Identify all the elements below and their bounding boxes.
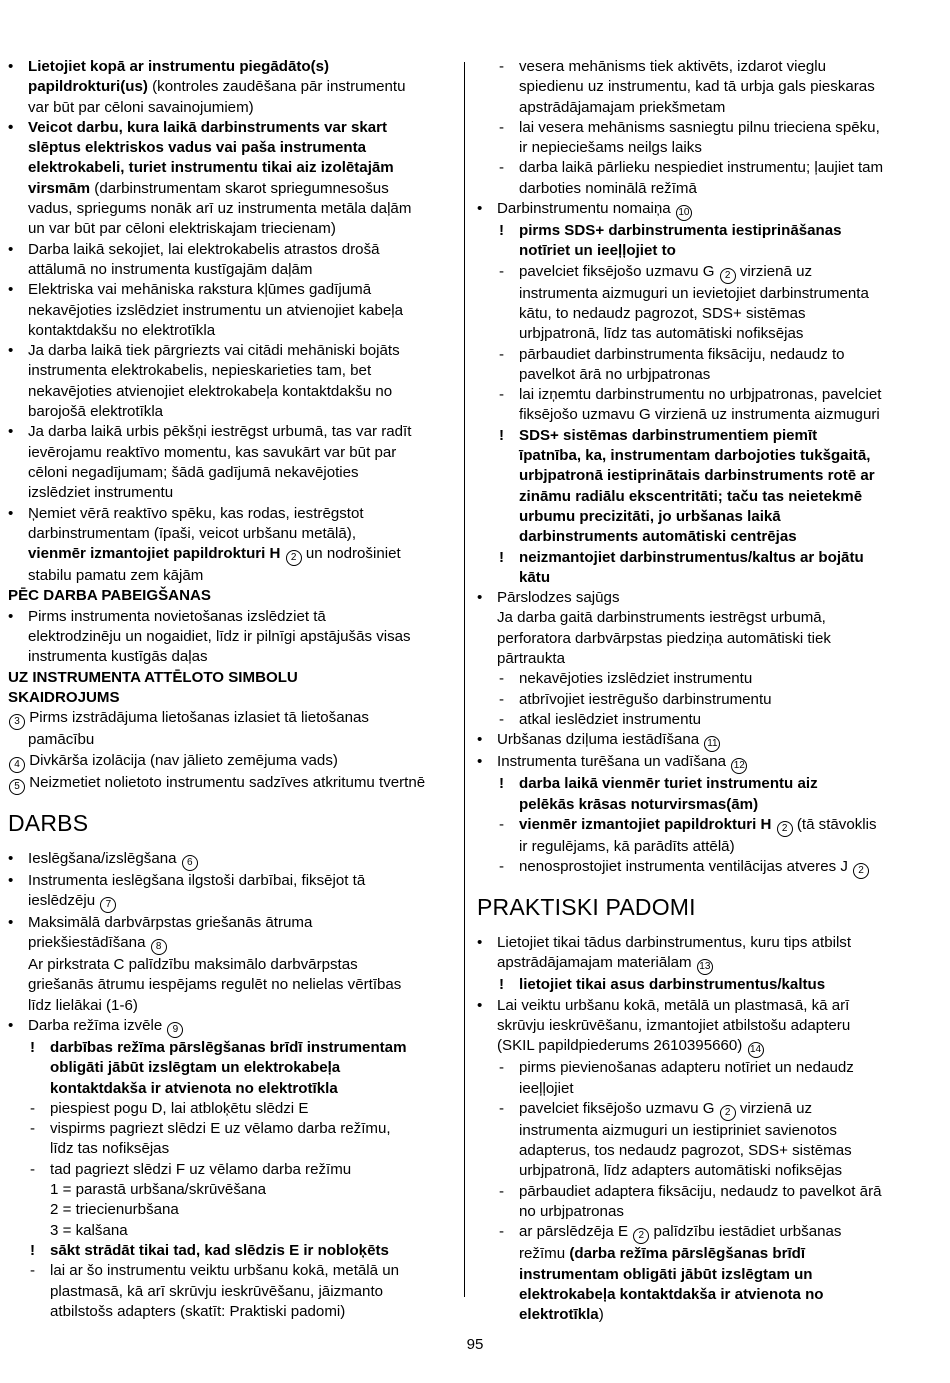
list-item: • Pirms instrumenta novietošanas izslēdziet tā bbox=[8, 607, 326, 625]
list-item: • Lietojiet tikai tādus darbinstrumentus, kuru tips atbilst bbox=[477, 934, 852, 952]
warning-item: ! sākt strādāt tikai tad, kad slēdzis E ir nobloķēts bbox=[30, 1241, 389, 1259]
list-item: • Instrumenta ieslēgšana ilgstoši darbībai, fiksējot tā bbox=[8, 871, 366, 889]
list-item: • Lai veiktu urbšanu kokā, metālā un plastmasā, kā arī bbox=[477, 996, 850, 1014]
warning-item: ! lietojiet tikai asus darbinstrumentus/kaltus bbox=[499, 976, 826, 994]
symbol-ref-icon: 3 bbox=[9, 714, 25, 730]
dash-item: - pārbaudiet adaptera fiksāciju, nedaudz to pavelkot ārā bbox=[499, 1182, 882, 1200]
right-column: - vesera mehānisms tiek aktivēts, izdarot vieglu spiedienu uz instrumentu, kad tā urbja gals pieskaras apstrādājamajam priekšmetam - lai vesera mehānisms sasniegtu pilnu trieciena spēku, ir nepieciešams neilgs laiks - darba laikā pārlieku nespiediet instrumentu; ļaujiet tam darboties nominālā režīmā • Darbinstrumentu nomaiņa 10 ! pirms SDS+ darbinstrumenta iestiprināšanas notīriet un ieeļļojiet to - pavelciet fiksējošo uzmavu G 2 virzienā uz instrumenta aizmuguri un ievietojiet darbinstrumenta kātu, to nedaudz pagrozot, SDS+ sistēmas urbjpatronā, līdz tas automātiski nofiksējas - pārbaudiet darbinstrumenta fiksāciju, nedaudz to pavelkot ārā no urbjpatronas - lai izņemtu darbinstrumentu no urbjpatronas, pavelciet fiksējošo uzmavu G virzienā uz instrumenta aizmuguri ! SDS+ sistēmas darbinstrumentiem piemīt īpatnība, ka, instrumentam darbojoties tukšgaitā, urbjpatronā iestiprinātais darbinstruments rotē ar zināmu radiālu ekscentritāti; taču tas neietekmē urbumu precizitāti, jo urbšanas laikā darbinstruments automātiski centrējas ! neizmantojiet darbinstrumentus/kaltus ar bojātu kātu • Pārslodzes sajūgs Ja darba gaitā darbinstruments iestrēgst urbumā, perforatora darbvārpstas piedziņa automātiski tiek pārtraukta - nekavējoties izslēdziet instrumentu - atbrīvojiet iestrēgušo darbinstrumentu - atkal ieslēdziet instrumentu • Urbšanas dziļuma iestādīšana 11 • Instrumenta turēšana un vadīšana 12 ! darba laikā vienmēr turiet instrumentu aiz pelēkās krāsas noturvirsmas(ām) - vienmēr izmantojiet papildrokturi H 2 (tā stāvoklis ir regulējams, kā parādīts attēlā) - nenosprostojiet instrumenta ventilācijas atveres J 2 PRAKTISKI PADOMI • Lietojiet tikai tādus darbinstrumentus, kuru tips atbilst apstrādājamajam materiālam 13 ! lietojiet tikai asus darbinstrumentus/kaltus • Lai veiktu urbšanu kokā, metālā un plastmasā, kā arī skrūvju ieskrūvēšanu, izmantojiet atbilstošu adapteru (SKIL papildpiederums 2610395660) 14 - pirms pievienošanas adapteru notīriet un nedaudz ieeļļojiet - pavelciet fiksējošo uzmavu G 2 virzienā uz instrumenta aizmuguri un iestipriniet savienotos adapterus, tos nedaudz pagrozot, SDS+ sistēmas urbjpatronā, līdz adapters automātiski nofiksējas - pārbaudiet adaptera fiksāciju, nedaudz to pavelkot ārā no urbjpatronas - ar pārslēdzēja E 2 palīdzību iestādiet urbšanas režīmu (darba režīma pārslēgšanas brīdī instrumentam obligāti jābūt izslēgtam un elektrokabeļa kontaktdakša ir atvienota no elektrotīkla) bbox=[477, 57, 922, 1326]
page-number: 95 bbox=[466, 1336, 484, 1353]
dash-item: - piespiest pogu D, lai atbloķētu slēdzi E bbox=[30, 1099, 309, 1117]
figure-ref-icon: 11 bbox=[704, 736, 720, 752]
figure-ref-icon: 12 bbox=[731, 758, 747, 774]
section-title-praktiski-padomi: PRAKTISKI PADOMI bbox=[477, 894, 696, 921]
symbol-ref-icon: 5 bbox=[9, 779, 25, 795]
dash-item: - vispirms pagriezt slēdzi E uz vēlamo darba režīmu, bbox=[30, 1120, 391, 1138]
warning-item: ! neizmantojiet darbinstrumentus/kaltus ar bojātu bbox=[499, 548, 864, 566]
list-item: • Instrumenta turēšana un vadīšana 12 bbox=[477, 752, 922, 774]
list-item: • Darbinstrumentu nomaiņa 10 bbox=[477, 199, 922, 221]
list-item: • Ieslēgšana/izslēgšana 6 bbox=[8, 849, 455, 871]
warning-item: ! darba laikā vienmēr turiet instrumentu aiz bbox=[499, 775, 818, 793]
dash-item: - nekavējoties izslēdziet instrumentu bbox=[499, 670, 753, 688]
dash-item: - pavelciet fiksējošo uzmavu G 2 virzienā uz bbox=[477, 1099, 922, 1121]
list-item: • Darba režīma izvēle 9 bbox=[8, 1016, 455, 1038]
list-item: • Ja darba laikā urbis pēkšņi iestrēgst urbumā, tas var radīt bbox=[8, 423, 412, 441]
figure-ref-icon: 2 bbox=[720, 1105, 736, 1121]
dash-item: - atkal ieslēdziet instrumentu bbox=[499, 710, 702, 728]
column-divider bbox=[464, 62, 465, 1297]
dash-item: - vesera mehānisms tiek aktivēts, izdarot vieglu bbox=[499, 58, 827, 75]
dash-item: - pirms pievienošanas adapteru notīriet un nedaudz bbox=[499, 1059, 854, 1077]
dash-item: - lai izņemtu darbinstrumentu no urbjpatronas, pavelciet bbox=[499, 386, 882, 404]
list-item: • Urbšanas dziļuma iestādīšana 11 bbox=[477, 730, 922, 752]
section-heading: UZ INSTRUMENTA ATTĒLOTO SIMBOLU bbox=[8, 668, 298, 686]
symbol-ref-icon: 4 bbox=[9, 757, 25, 773]
symbol-item: 4 Divkārša izolācija (nav jālieto zemējuma vads) bbox=[8, 751, 455, 773]
list-item: • Ņemiet vērā reaktīvo spēku, kas rodas, iestrēgstot bbox=[8, 504, 364, 522]
section-heading: PĒC DARBA PABEIGŠANAS bbox=[8, 587, 211, 605]
figure-ref-icon: 2 bbox=[720, 268, 736, 284]
figure-ref-icon: 2 bbox=[853, 863, 869, 879]
figure-ref-icon: 2 bbox=[633, 1228, 649, 1244]
warning-item: ! darbības režīma pārslēgšanas brīdī instrumentam bbox=[30, 1038, 407, 1056]
dash-item: - lai ar šo instrumentu veiktu urbšanu kokā, metālā un bbox=[30, 1262, 400, 1280]
figure-ref-icon: 13 bbox=[697, 959, 713, 975]
figure-ref-icon: 14 bbox=[748, 1042, 764, 1058]
warning-item: ! pirms SDS+ darbinstrumenta iestiprināšanas bbox=[499, 222, 842, 240]
left-column: • Lietojiet kopā ar instrumentu piegādāto(s) papildrokturi(us) (kontroles zaudēšana pār instrumentu var būt par cēloni savainojumiem) • Veicot darbu, kura laikā darbinstruments var skart slēptus elektriskos vadus vai paša instrumenta elektrokabeli, turiet instrumentu tikai aiz izolētajām virsmām (darbinstrumentam skarot spriegumnesošus vadus, spriegums nonāk arī uz instrumenta metāla daļām un var būt par cēloni elektriskajam triecienam) • Darba laikā sekojiet, lai elektrokabelis atrastos drošā attālumā no instrumenta kustīgajām daļām • Elektriska vai mehāniska rakstura kļūmes gadījumā nekavējoties izslēdziet instrumentu un atvienojiet kabeļa kontaktdakšu no elektrotīkla • Ja darba laikā tiek pārgriezts vai citādi mehāniski bojāts instrumenta elektrokabelis, nepieskarieties tam, bet nekavējoties atvienojiet elektrokabeļa kontaktdakšu no barojošā elektrotīkla • Ja darba laikā urbis pēkšņi iestrēgst urbumā, tas var radīt ievērojamu reaktīvo momentu, kas savukārt var būt par cēloni negadījumam; šādā gadījumā nekavējoties izslēdziet instrumentu • Ņemiet vērā reaktīvo spēku, kas rodas, iestrēgstot darbinstrumentam (īpaši, veicot urbšanu metālā), vienmēr izmantojiet papildrokturi H 2 un nodrošiniet stabilu pamatu zem kājām PĒC DARBA PABEIGŠANAS • Pirms instrumenta novietošanas izslēdziet tā elektrodzinēju un nogaidiet, līdz ir pilnīgi apstājušās visas instrumenta kustīgās daļas UZ INSTRUMENTA ATTĒLOTO SIMBOLU SKAIDROJUMS 3 Pirms izstrādājuma lietošanas izlasiet tā lietošanas pamācību 4 Divkārša izolācija (nav jālieto zemējuma vads) 5 Neizmetiet nolietoto instrumentu sadzīves atkritumu tvertnē DARBS • Ieslēgšana/izslēgšana 6 • Instrumenta ieslēgšana ilgstoši darbībai, fiksējot tā ieslēdzēju 7 • Maksimālā darbvārpstas griešanās ātruma priekšiestādīšana 8 Ar pirkstrata C palīdzību maksimālo darbvārpstas griešanās ātrumu iespējams regulēt no nelielas vērtības līdz lielākai (1-6) • Darba režīma izvēle 9 ! darbības režīma pārslēgšanas brīdī instrumentam obligāti jābūt izslēgtam un elektrokabeļa kontaktdakša ir atvienota no elektrotīkla - piespiest pogu D, lai atbloķētu slēdzi E - vispirms pagriezt slēdzi E uz vēlamo darba režīmu, līdz tas nofiksējas - tad pagriezt slēdzi F uz vēlamo darba režīmu 1 = parastā urbšana/skrūvēšana 2 = triecienurbšana 3 = kalšana ! sākt strādāt tikai tad, kad slēdzis E ir nobloķēts - lai ar šo instrumentu veiktu urbšanu kokā, metālā un plastmasā, kā arī skrūvju ieskrūvēšanu, jāizmanto atbilstošs adapters (skatīt: Praktiski padomi) bbox=[8, 57, 455, 1322]
list-item: • Lietojiet kopā ar instrumentu piegādāto(s) bbox=[8, 58, 330, 75]
figure-ref-icon: 10 bbox=[676, 205, 692, 221]
list-item: • Ja darba laikā tiek pārgriezts vai citādi mehāniski bojāts bbox=[8, 342, 400, 360]
dash-item: - vienmēr izmantojiet papildrokturi H 2 (tā stāvoklis bbox=[477, 815, 922, 837]
dash-item: - pavelciet fiksējošo uzmavu G 2 virzienā uz bbox=[477, 262, 922, 284]
dash-item: - nenosprostojiet instrumenta ventilācijas atveres J 2 bbox=[477, 857, 922, 879]
list-item: • Veicot darbu, kura laikā darbinstruments var skart bbox=[8, 118, 388, 136]
dash-item: - atbrīvojiet iestrēgušo darbinstrumentu bbox=[499, 690, 772, 708]
section-title-darbs: DARBS bbox=[8, 809, 89, 836]
dash-item: - darba laikā pārlieku nespiediet instrumentu; ļaujiet tam bbox=[499, 159, 884, 177]
warning-item: ! SDS+ sistēmas darbinstrumentiem piemīt bbox=[499, 426, 818, 444]
figure-ref-icon: 8 bbox=[151, 939, 167, 955]
dash-item: - lai vesera mehānisms sasniegtu pilnu trieciena spēku, bbox=[499, 118, 880, 136]
figure-ref-icon: 6 bbox=[182, 855, 198, 871]
list-item: • Darba laikā sekojiet, lai elektrokabelis atrastos drošā bbox=[8, 240, 380, 258]
figure-ref-icon: 7 bbox=[100, 897, 116, 913]
dash-item: - tad pagriezt slēdzi F uz vēlamo darba režīmu bbox=[30, 1160, 352, 1178]
dash-item: - ar pārslēdzēja E 2 palīdzību iestādiet urbšanas bbox=[477, 1222, 922, 1244]
figure-ref-icon: 2 bbox=[777, 821, 793, 837]
list-item: • Elektriska vai mehāniska rakstura kļūmes gadījumā bbox=[8, 281, 372, 299]
symbol-item: 3 Pirms izstrādājuma lietošanas izlasiet tā lietošanas bbox=[8, 708, 455, 730]
list-item: • Maksimālā darbvārpstas griešanās ātruma bbox=[8, 913, 313, 931]
list-item: • Pārslodzes sajūgs bbox=[477, 589, 620, 607]
dash-item: - pārbaudiet darbinstrumenta fiksāciju, nedaudz to bbox=[499, 345, 845, 363]
figure-ref-icon: 9 bbox=[167, 1022, 183, 1038]
figure-ref-icon: 2 bbox=[286, 550, 302, 566]
symbol-item: 5 Neizmetiet nolietoto instrumentu sadzīves atkritumu tvertnē bbox=[8, 773, 455, 795]
